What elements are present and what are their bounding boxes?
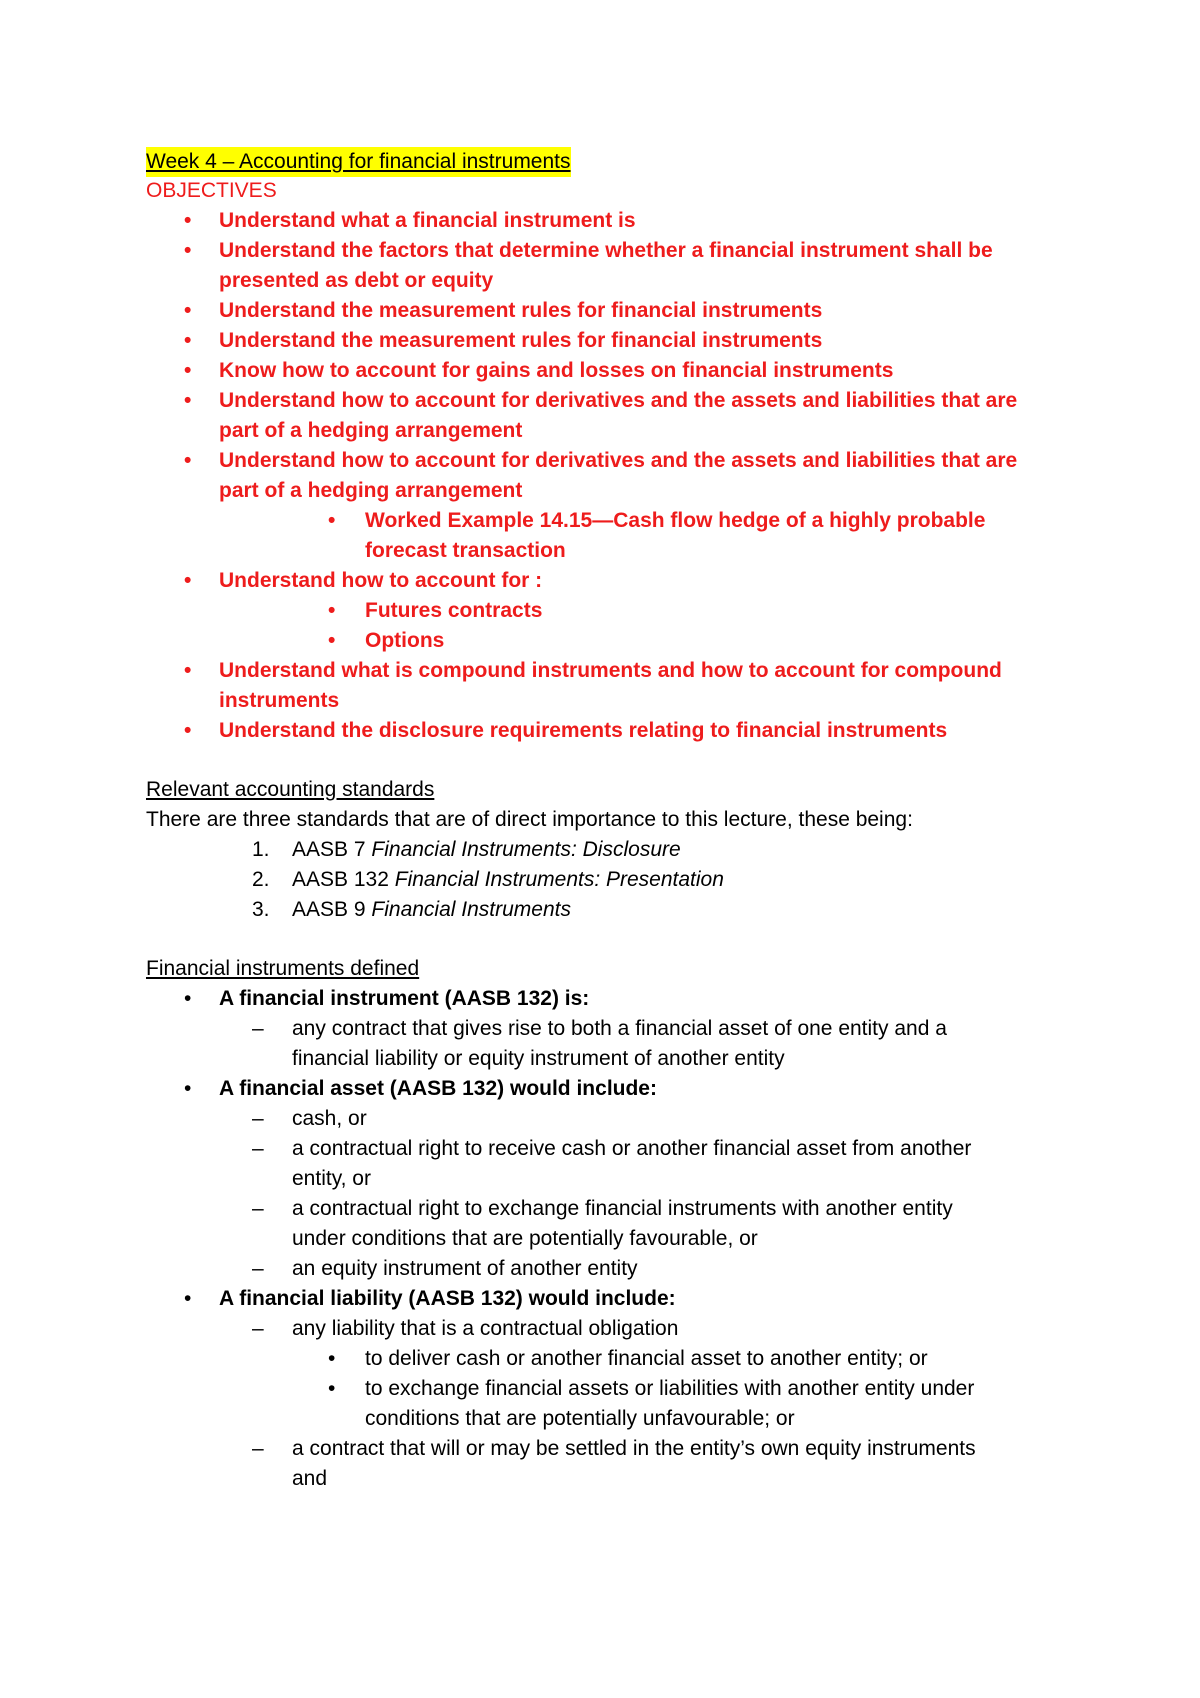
section-heading-standards: Relevant accounting standards	[146, 778, 435, 801]
bullet-icon: •	[184, 659, 192, 682]
bullet-icon: •	[328, 629, 336, 652]
definition-subsubitem: conditions that are potentially unfavourable; or	[365, 1407, 795, 1430]
standard-name: Financial Instruments	[371, 898, 571, 921]
dash-icon: –	[252, 1107, 264, 1130]
bullet-icon: •	[184, 1287, 192, 1310]
bullet-icon: •	[184, 1077, 192, 1100]
objective-item: Understand what is compound instruments and how to account for compound	[219, 659, 1002, 682]
standard-code: AASB 132	[292, 868, 389, 891]
definition-subitem: a contractual right to receive cash or another financial asset from another	[292, 1137, 972, 1160]
standard-number: 3.	[252, 898, 270, 921]
section-heading-defined: Financial instruments defined	[146, 957, 420, 980]
standard-number: 2.	[252, 868, 270, 891]
objective-item: Understand what a financial instrument is	[219, 209, 636, 232]
objective-item: Understand the disclosure requirements relating to financial instruments	[219, 719, 948, 742]
objective-item: part of a hedging arrangement	[219, 479, 523, 502]
dash-icon: –	[252, 1197, 264, 1220]
bullet-icon: •	[184, 449, 192, 472]
objective-item: Know how to account for gains and losses on financial instruments	[219, 359, 894, 382]
definition-item: A financial instrument (AASB 132) is:	[219, 987, 590, 1010]
definition-subitem: under conditions that are potentially favourable, or	[292, 1227, 758, 1250]
objectives-heading: OBJECTIVES	[146, 179, 277, 202]
bullet-icon: •	[184, 569, 192, 592]
bullet-icon: •	[184, 209, 192, 232]
definition-item: A financial liability (AASB 132) would include:	[219, 1287, 676, 1310]
objective-item: Understand how to account for derivatives and the assets and liabilities that are	[219, 389, 1018, 412]
definition-subitem: a contract that will or may be settled in the entity’s own equity instruments	[292, 1437, 976, 1460]
bullet-icon: •	[184, 299, 192, 322]
objective-item: presented as debt or equity	[219, 269, 494, 292]
objective-item: Understand how to account for :	[219, 569, 543, 592]
objective-subitem: Futures contracts	[365, 599, 543, 622]
dash-icon: –	[252, 1317, 264, 1340]
bullet-icon: •	[184, 389, 192, 412]
standard-item	[292, 835, 681, 865]
bullet-icon: •	[184, 987, 192, 1010]
objective-item: instruments	[219, 689, 340, 712]
definition-subitem: and	[292, 1467, 328, 1490]
dash-icon: –	[252, 1437, 264, 1460]
objective-subitem: forecast transaction	[365, 539, 566, 562]
standard-code: AASB 7	[292, 838, 366, 861]
standard-name: Financial Instruments: Presentation	[394, 868, 724, 891]
standard-number: 1.	[252, 838, 270, 861]
objective-item: part of a hedging arrangement	[219, 419, 523, 442]
definition-subitem: cash, or	[292, 1107, 367, 1130]
definition-subitem: financial liability or equity instrument of another entity	[292, 1047, 785, 1070]
bullet-icon: •	[328, 509, 336, 532]
definition-item: A financial asset (AASB 132) would include:	[219, 1077, 657, 1100]
bullet-icon: •	[184, 359, 192, 382]
dash-icon: –	[252, 1257, 264, 1280]
standard-name: Financial Instruments: Disclosure	[371, 838, 681, 861]
objective-item: Understand the factors that determine whether a financial instrument shall be	[219, 239, 993, 262]
objective-subitem: Options	[365, 629, 445, 652]
dash-icon: –	[252, 1017, 264, 1040]
dash-icon: –	[252, 1137, 264, 1160]
objective-item: Understand the measurement rules for financial instruments	[219, 299, 823, 322]
objective-item: Understand the measurement rules for financial instruments	[219, 329, 823, 352]
bullet-icon: •	[184, 719, 192, 742]
objective-subitem: Worked Example 14.15—Cash flow hedge of a highly probable	[365, 509, 986, 532]
definition-subsubitem: to exchange financial assets or liabilities with another entity under	[365, 1377, 975, 1400]
objective-item: Understand how to account for derivatives and the assets and liabilities that are	[219, 449, 1018, 472]
bullet-icon: •	[184, 239, 192, 262]
standard-code: AASB 9	[292, 898, 366, 921]
definition-subitem: any liability that is a contractual obligation	[292, 1317, 679, 1340]
bullet-icon: •	[184, 329, 192, 352]
bullet-icon: •	[328, 599, 336, 622]
definition-subitem: an equity instrument of another entity	[292, 1257, 638, 1280]
bullet-icon: •	[328, 1347, 336, 1370]
standards-intro: There are three standards that are of direct importance to this lecture, these being:	[146, 808, 913, 831]
definition-subsubitem: to deliver cash or another financial asset to another entity; or	[365, 1347, 928, 1370]
definition-subitem: any contract that gives rise to both a financial asset of one entity and a	[292, 1017, 947, 1040]
bullet-icon: •	[328, 1377, 336, 1400]
definition-subitem: entity, or	[292, 1167, 371, 1190]
standard-item	[292, 865, 724, 895]
standard-item	[292, 895, 571, 925]
definition-subitem: a contractual right to exchange financial instruments with another entity	[292, 1197, 953, 1220]
page-title: Week 4 – Accounting for financial instruments	[146, 147, 571, 177]
